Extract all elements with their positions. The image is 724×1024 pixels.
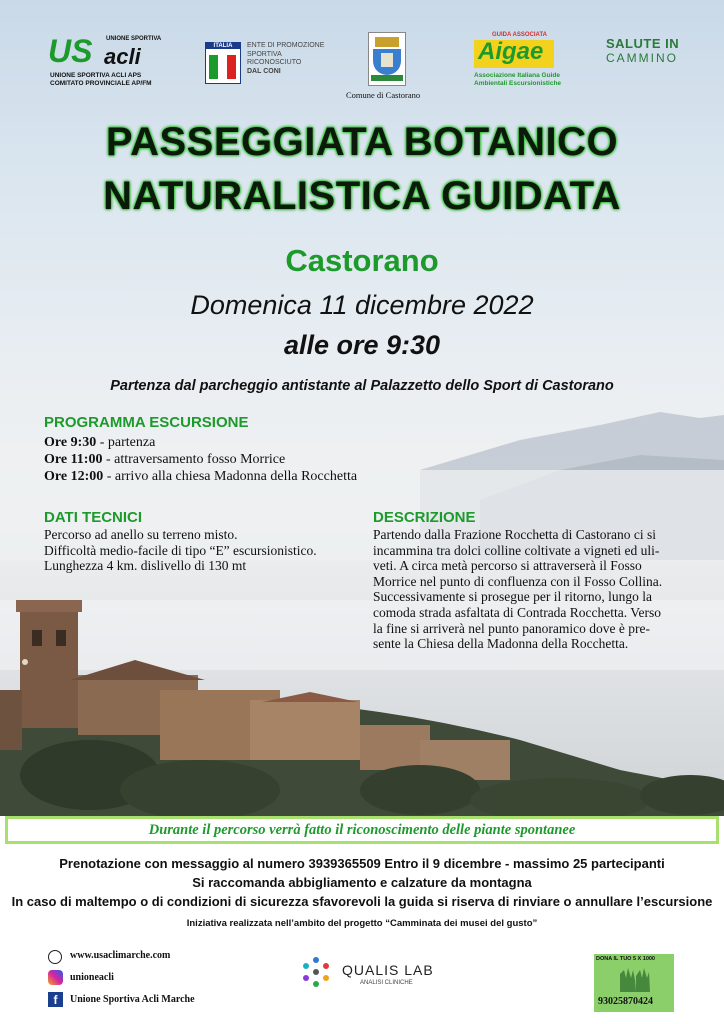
programma-item: Ore 9:30 - partenza: [44, 435, 156, 450]
comune-caption: Comune di Castorano: [346, 90, 421, 100]
globe-icon: [48, 950, 62, 964]
coni-text: ENTE DI PROMOZIONE SPORTIVA RICONOSCIUTO DAL CONI: [247, 42, 325, 75]
departure-info: Partenza dal parcheggio antistante al Palazzetto dello Sport di Castorano: [110, 378, 614, 394]
plants-banner: Durante il percorso verrà fatto il riconoscimento delle piante spontanee: [5, 816, 719, 844]
coni-shield-icon: ITALIA: [205, 42, 241, 84]
cinque-per-mille-badge: DONA IL TUO 5 X 1000 93025870424: [594, 954, 674, 1012]
usacli-mark: US: [48, 33, 93, 69]
clothing-info: Si raccomanda abbigliamento e calzature da montagna: [192, 875, 532, 890]
title-line1: PASSEGGIATA BOTANICO: [105, 120, 619, 164]
initiative-note: Iniziativa realizzata nell’ambito del progetto “Camminata dei musei del gusto”: [186, 918, 538, 929]
coni-logo: [205, 38, 325, 88]
comune-crest-icon: [368, 32, 406, 86]
qualis-dots-icon: [300, 956, 332, 988]
dati-heading: DATI TECNICI: [44, 509, 143, 526]
aigae-name: Aigae: [478, 38, 544, 65]
salute-logo: SALUTE IN CAMMINO: [606, 36, 680, 65]
aigae-logo: GUIDA ASSOCIATA Aigae Associazione Italiana Guide Ambientali Escursionistiche: [474, 32, 562, 87]
qualis-logo: QUALIS LAB ANALISI CLINICHE: [300, 956, 440, 1006]
usacli-line2: COMITATO PROVINCIALE AP/FM: [50, 80, 152, 87]
instagram-icon: [48, 970, 63, 985]
aigae-text: Associazione Italiana Guide Ambientali Escursionistiche: [474, 72, 562, 87]
usacli-tag: UNIONE SPORTIVA: [106, 36, 162, 42]
programma-item: Ore 11:00 - attraversamento fosso Morrice: [44, 452, 286, 467]
poster: US acli UNIONE SPORTIVA UNIONE SPORTIVA ACLI APS COMITATO PROVINCIALE AP/FM ITALIA ENTE DI PROMOZIONE SPORTIVA RICONOSCIUTO DAL CONI Comune di Castorano GUIDA ASSOCIATA Aigae Associazione Italiana Guide Ambientali Escursionistiche SALUTE IN CAMMINO PASSEGGIATA BOTANICO NATURALISTICA GUIDATA Castorano Domenica 11 dicembre 2022 alle ore 9:30 Partenza dal parcheggio antistante al Palazzetto dello Sport di Castorano PROGRAMMA ESCURSIONE Ore 9:30 - partenza Ore 11:00 - attraversamento fosso Morrice Ore 12:00 - arrivo alla chiesa Madonna della Rocchetta DATI TECNICI Percorso ad anello su terreno misto. Difficoltà medio-facile di tipo “E” escursionistico. Lunghezza 4 km. dislivello di 130 mt DESCRIZIONE Partendo dalla Frazione Rocchetta di Castorano ci si incammina tra dolci colline coltivate a vigneti ed uli- veti. A circa metà percorso si attraverserà il Fosso Morrice nel punto di confluenza con il Fosso Collina. Successivamente si prosegue per il ritorno, lungo la comoda strada asfaltata di Contrada Rocchetta. Verso la fine si arriverà nel punto panoramico dove è pre- sente la Chiesa della Madonna della Rocchetta. Durante il percorso verrà fatto il riconoscimento delle piante spontanee Prenotazione con messaggio al numero 3939365509 Entro il 9 dicembre - massimo 25 partecipanti Si raccomanda abbigliamento e calzature da montagna In caso di maltempo o di condizioni di sicurezza sfavorevoli la guida si riserva di rinviare o annullare l’escursione Iniziativa realizzata nell’ambito del progetto “Camminata dei musei del gusto” www.usaclimarche.com unioneacli f Unione Sportiva Acli Marche QUALIS LAB ANALISI CLINICHE DONA IL TUO 5 X 1000 93025870424: [0, 0, 724, 1024]
programma-heading: PROGRAMMA ESCURSIONE: [44, 414, 249, 431]
programma-list: [44, 434, 357, 485]
dati-text: Percorso ad anello su terreno misto. Difficoltà medio-facile di tipo “E” escursionistico. Lunghezza 4 km. dislivello di 130 mt: [44, 527, 317, 574]
programma-item: Ore 12:00 - arrivo alla chiesa Madonna della Rocchetta: [44, 469, 358, 484]
usacli-logo: [48, 34, 168, 94]
usacli-line1: UNIONE SPORTIVA ACLI APS: [50, 72, 142, 79]
usacli-suffix: acli: [104, 44, 141, 69]
hands-icon: [614, 964, 654, 994]
comune-logo: [346, 32, 432, 102]
descrizione-heading: DESCRIZIONE: [373, 509, 476, 526]
event-time: alle ore 9:30: [283, 330, 441, 360]
location: Castorano: [285, 243, 439, 278]
logos-row: [0, 28, 724, 108]
weather-info: In caso di maltempo o di condizioni di sicurezza sfavorevoli la guida si riserva di rinviare o annullare l’escursione: [11, 894, 713, 909]
title-line2: NATURALISTICA GUIDATA: [103, 174, 621, 218]
event-date: Domenica 11 dicembre 2022: [190, 290, 534, 320]
booking-info: Prenotazione con messaggio al numero 3939365509 Entro il 9 dicembre - massimo 25 partecipanti: [59, 856, 665, 871]
facebook-icon: f: [48, 992, 63, 1007]
descrizione-text: Partendo dalla Frazione Rocchetta di Castorano ci si incammina tra dolci colline coltivate a vigneti ed uli- veti. A circa metà percorso si attraverserà il Fosso Morrice nel punto di confluenza con il Fosso Collina. Successivamente si prosegue per il ritorno, lungo la comoda strada asfaltata di Contrada Rocchetta. Verso la fine si arriverà nel punto panoramico dove è pre- sente la Chiesa della Madonna della Rocchetta.: [373, 527, 663, 652]
